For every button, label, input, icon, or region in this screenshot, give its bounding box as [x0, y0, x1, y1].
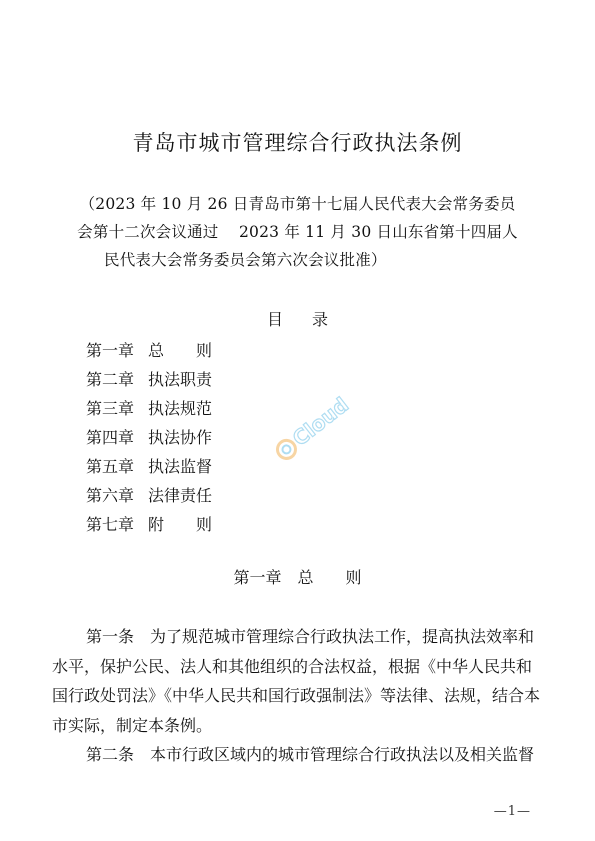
svg-text:Cloud: Cloud [287, 392, 354, 451]
toc-chapter-title: 附 则 [148, 515, 213, 534]
toc-item [86, 452, 212, 481]
toc-chapter-title: 总 则 [148, 341, 213, 360]
toc-chapter-number: 第一章 [86, 341, 135, 360]
toc-chapter-title: 执法监督 [148, 457, 213, 476]
page-number: —1— [493, 804, 531, 819]
toc-item [86, 481, 212, 510]
adoption-line: 民代表大会常务委员会第六次会议批准） [104, 251, 387, 269]
toc-chapter-number: 第四章 [86, 428, 135, 447]
toc-chapter-number: 第六章 [86, 486, 135, 505]
toc-item [86, 394, 212, 423]
toc-chapter-number: 第七章 [86, 515, 135, 534]
article-line: 第二条 本市行政区域内的城市管理综合行政执法以及相关监督 [86, 745, 535, 764]
toc-chapter-number: 第三章 [86, 399, 135, 418]
article-2 [86, 740, 535, 770]
article-line: 第一条 为了规范城市管理综合行政执法工作，提高执法效率和 [86, 627, 535, 646]
article-line: 国行政处罚法》《中华人民共和国行政强制法》等法律、法规，结合本 [52, 686, 541, 705]
toc-chapter-title: 法律责任 [148, 486, 213, 505]
article-line: 市实际，制定本条例。 [52, 715, 213, 735]
toc-heading: 目 录 [266, 310, 329, 329]
toc-chapter-title: 执法规范 [148, 399, 213, 418]
toc-item [86, 423, 212, 452]
table-of-contents [86, 336, 212, 539]
toc-chapter-number: 第二章 [86, 370, 135, 389]
toc-item [86, 365, 212, 394]
chapter-heading: 第一章 总 则 [233, 568, 362, 587]
article-line: 水平，保护公民、法人和其他组织的合法权益，根据《中华人民共和 [52, 656, 533, 676]
toc-chapter-number: 第五章 [86, 457, 135, 476]
toc-item [86, 510, 212, 539]
toc-chapter-title: 执法职责 [148, 370, 213, 389]
article-1 [86, 622, 535, 652]
adoption-line: 会第十二次会议通过 2023 年 11 月 30 日山东省第十四届人 [77, 223, 518, 241]
toc-chapter-title: 执法协作 [148, 428, 213, 447]
adoption-line: （2023 年 10 月 26 日青岛市第十七届人民代表大会常务委员 [79, 195, 516, 213]
article-1-continuation [52, 652, 541, 741]
cloud-watermark-icon [258, 385, 358, 465]
document-title: 青岛市城市管理综合行政执法条例 [132, 131, 463, 155]
toc-item [86, 336, 212, 365]
adoption-note [40, 190, 555, 274]
